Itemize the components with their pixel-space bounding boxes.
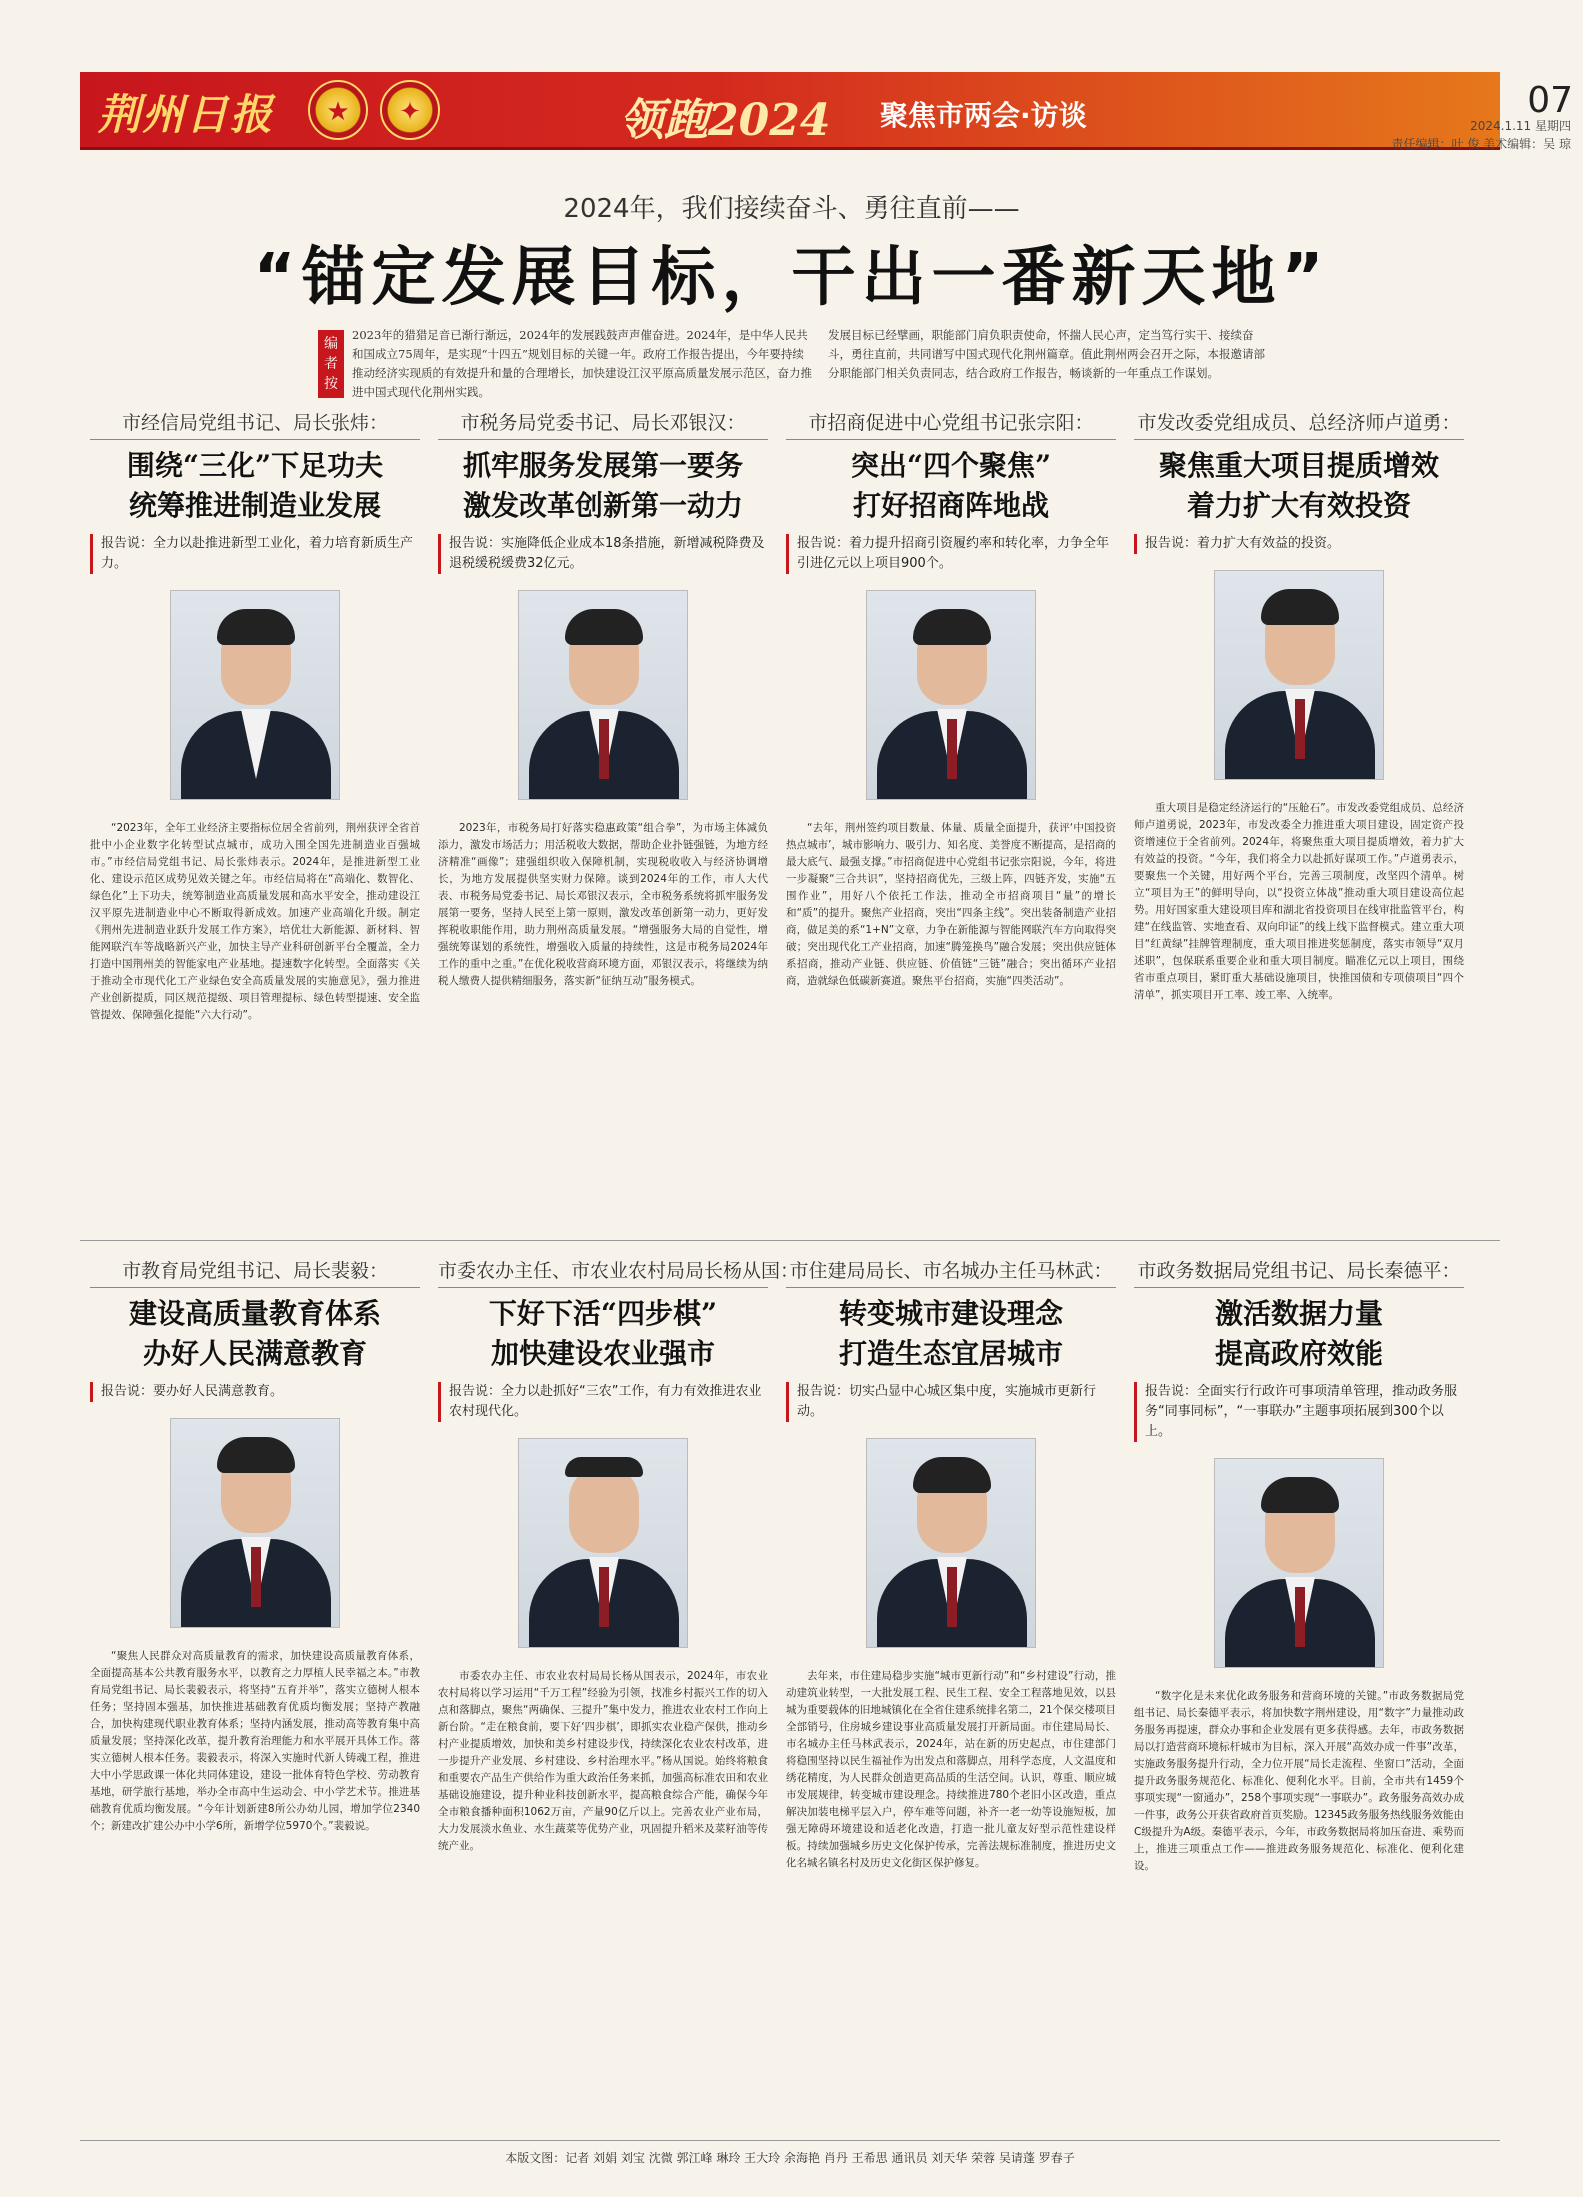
report-quote: 报告说：全力以赴抓好“三农”工作，有力有效推进农业农村现代化。 [438,1382,768,1422]
masthead [80,72,1500,150]
interview-title: 建设高质量教育体系 办好人民满意教育 [128,1297,381,1370]
portrait-photo [518,590,688,800]
page-number: 07 [1527,80,1573,121]
interviewee-byline: 市经信局党组书记、局长张炜： [90,408,420,440]
cppcc-emblem-icon: ✦ [380,80,440,140]
interview-title: 突出“四个聚焦” 打好招商阵地战 [850,449,1052,522]
interviewee-byline: 市发改委党组成员、总经济师卢道勇： [1134,408,1464,440]
interview-column [786,1256,1116,2197]
report-quote: 报告说：要办好人民满意教育。 [90,1382,420,1402]
article-body: 重大项目是稳定经济运行的“压舱石”。市发改委党组成员、总经济师卢道勇说，2023年，市发改委全力推进重大项目建设，固定资产投资增速位于全省前列。2024年，将聚焦重大项目提质增效，着力扩大有效益的投资。“今年，我们将全力以赴抓好谋项工作。”卢道勇表示，要聚焦一个关键，用好两个平台，完善三项制度，改坚四个清单。树立“项目为王”的鲜明导向，以“投资立体战”推动重大项目建设高位起势。用好国家重大建设项目库和湖北省投资项目在线审批监管平台，构建“在线监管、实地查看、双向印证”的线上线下监督模式。建立重大项目“红黄绿”挂牌管理制度，重大项目推进奖惩制度，落实市领导“双月述职”，包保联系重要企业和重大项目制度。瞄准亿元以上项目，围绕省市重点项目，紧盯重大基础设施项目，快推国债和专项债项目“四个清单”，抓实项目开工率、竣工率、入统率。 [1134,802,1464,1001]
portrait-photo [866,1438,1036,1648]
masthead-banner: 领跑2024 [620,95,831,146]
article-body: “数字化是未来优化政务服务和营商环境的关键。”市政务数据局党组书记、局长秦德平表示，将加快数字荆州建设，用“数字”力量推动政务服务再提速，群众办事和企业发展有更多获得感。去年，市政务数据局以打造营商环境标杆城市为目标，深入开展“高效办成一件事”改革，实施政务服务提升行动，全力位开展“局长走流程、坐窗口”活动，全面提升政务服务规范化、标准化、便利化水平。目前，全市共有1459个事项实现“一窗通办”，258个事项实现“一事联办”。政务服务高效办成一件事，政务公开获省政府首页奖励。12345政务服务热线服务效能由C级提升为A级。秦德平表示，今年，市政务数据局将加压奋进、乘势而上，推进三项重点工作——推进政务服务规范化、标准化、便利化建设。 [1134,1690,1464,1872]
article-body: 去年来，市住建局稳步实施“城市更新行动”和“乡村建设”行动，推动建筑业转型，一大批发展工程、民生工程、安全工程落地见效，以县城为重要载体的旧地城镇化在全省住建系统排名第二，21个保交楼项目全部销号，住房城乡建设事业高质量发展打开新局面。市住建局局长、市名城办主任马林武表示，2024年，站在新的历史起点，市住建部门将稳围坚持以民生福祉作为出发点和落脚点，用科学态度，人文温度和绣花精度，为人民群众创造更高品质的生活空间。认识，尊重、顺应城市发展规律，转变城市建设理念。持续推进780个老旧小区改造，重点解决加装电梯平层入户，停车难等问题，补齐一老一幼等设施短板，加强无障碍环境建设和适老化改造，打造一批儿童友好型示范性建设样板。持续加强城乡历史文化保护传承，完善法规标准制度，推进历史文化名城名镇名村及历史文化街区保护修复。 [786,1670,1116,1869]
report-quote: 报告说：切实凸显中心城区集中度，实施城市更新行动。 [786,1382,1116,1422]
report-quote: 报告说：实施降低企业成本18条措施，新增减税降费及退税缓税缓费32亿元。 [438,534,768,574]
article-body: “去年，荆州签约项目数量、体量、质量全面提升，获评‘中国投资热点城市’，城市影响力、吸引力、知名度、美誉度不断提高，是招商的最大底气、最强支撑。”市招商促进中心党组书记张宗阳说，今年，将进一步凝聚“三合共识”，坚持招商优先，三级上阵，四链齐发，实施“五围作业”，用好八个依托工作法，推动全市招商项目“量”的增长和“质”的提升。聚焦产业招商，突出“四条主线”。突出装备制造产业招商，做足美的系“1+N”文章，力争在新能源与智能网联汽车方向取得突破；突出现代化工产业招商，加速“腾笼换鸟”融合发展；突出供应链体系招商，推动产业链、供应链、价值链“三链”融合；突出循环产业招商，造就绿色低碳新赛道。聚焦平台招商，实施“四类活动”。 [786,822,1116,987]
headline-kicker: 2024年，我们接续奋斗、勇往直前—— [563,194,1020,224]
interview-column [90,1256,420,2188]
interview-column [438,408,768,1380]
portrait-photo [518,1438,688,1648]
interviewee-byline: 市教育局党组书记、局长裴毅： [90,1256,420,1288]
interview-title: 抓牢服务发展第一要务 激发改革创新第一动力 [462,449,743,522]
report-quote: 报告说：着力扩大有效益的投资。 [1134,534,1464,554]
interviewee-byline: 市政务数据局党组书记、局长秦德平： [1134,1256,1464,1288]
interviewee-byline: 市委农办主任、市农业农村局局长杨从国： [438,1256,768,1288]
section-title: 聚焦市两会·访谈 [880,99,1087,132]
interview-title: 围绕“三化”下足功夫 统筹推进制造业发展 [126,449,384,522]
portrait-photo [170,590,340,800]
article-body: “2023年，全年工业经济主要指标位居全省前列，荆州获评全省首批中小企业数字化转型试点城市，成功入围全国先进制造业百强城市。”市经信局党组书记、局长张炜表示。2024年，是推进新型工业化、建设示范区成势见效关键之年。市经信局将在“高端化、数智化、绿色化”上下功夫，统筹制造业高质量发展和高水平安全，推动建设江汉平原先进制造业中心不断取得新成效。加速产业高端化升级。制定《荆州先进制造业跃升发展工作方案》，培优壮大新能源、新材料、智能网联汽车等战略新兴产业，加快主导产业科研创新平台全覆盖，全力打造中国荆州美的智能家电产业基地。提速数字化转型。全面落实《关于推动全市现代化工产业绿色安全高质量发展的实施意见》，强力推进产业创新提质，同区规范提级、项目管理提标、绿色转型提速、安全监管提效、保障强化提能“六大行动”。 [90,822,420,1021]
portrait-photo [170,1418,340,1628]
article-body: “聚焦人民群众对高质量教育的需求，加快建设高质量教育体系，全面提高基本公共教育服务水平，以教育之力厚植人民幸福之本。”市教育局党组书记、局长裴毅表示，将坚持“五育并举”，落实立德树人根本任务；坚持固本强基，加快推进基础教育优质均衡发展；坚持产教融合，加快构建现代职业教育体系；坚持内涵发展，推动高等教育集中高质量发展；坚持深化改革，提升教育治理能力和水平展开具体工作。落实立德树人根本任务。裴毅表示，将深入实施时代新人铸魂工程，推进大中小学思政课一体化共同体建设，建设一批体育特色学校、劳动教育基地，研学旅行基地，举办全市高中生运动会、中小学艺术节。推进基础教育优质均衡发展。“今年计划新建8所公办幼儿园，增加学位2340个；新建改扩建公办中小学6所，新增学位5970个。”裴毅说。 [90,1650,420,1832]
article-body: 市委农办主任、市农业农村局局长杨从国表示，2024年，市农业农村局将以学习运用“千万工程”经验为引领，找准乡村振兴工作的切入点和落脚点，聚焦“两确保、三提升”集中发力，推进农业农村工作向上新台阶。“走在粮食前，要下好‘四步棋’，即抓实农业稳产保供，推动乡村产业提质增效，加快和美乡村建设步伐，持续深化农业农村改革，进一步提升产业发展、乡村建设、乡村治理水平。”杨从国说。始终将粮食和重要农产品生产供给作为重大政治任务来抓，加强高标准农田和农业基础设施建设，提升种业科技创新水平，提高粮食综合产能，确保今年全市粮食播种面积1062万亩，产量90亿斤以上。完善农业产业布局，大力发展淡水鱼业、水生蔬菜等优势产业，巩固提升稻米及菜籽油等传统产业。 [438,1670,768,1852]
interview-title: 聚焦重大项目提质增效 着力扩大有效投资 [1158,449,1439,522]
editor-note-tag: 编者按 [318,330,344,398]
interviewee-byline: 市住建局局长、市名城办主任马林武： [786,1256,1116,1288]
interview-title: 转变城市建设理念 打造生态宜居城市 [838,1297,1063,1370]
portrait-photo [866,590,1036,800]
portrait-photo [1214,1458,1384,1668]
interview-title: 激活数据力量 提高政府效能 [1214,1297,1383,1370]
interview-title: 下好下活“四步棋” 加快建设农业强市 [488,1297,718,1370]
interview-column [90,408,420,1380]
interview-column [1134,1256,1464,2197]
report-quote: 报告说：全力以赴推进新型工业化，着力培育新质生产力。 [90,534,420,574]
photo-credits: 本版文图：记者 刘娟 刘宝 沈微 郭江峰 琳玲 王大玲 余海艳 肖丹 王希思 通讯员 刘天华 荣蓉 吴请蓬 罗春子 [80,2140,1500,2166]
interview-column [1134,408,1464,1360]
interviewee-byline: 市招商促进中心党组书记张宗阳： [786,408,1116,440]
editor-credits: 责任编辑：叶 俊 美术编辑：吴 琼 [1391,137,1571,151]
row-divider [80,1240,1500,1241]
interviewee-byline: 市税务局党委书记、局长邓银汉： [438,408,768,440]
portrait-photo [1214,570,1384,780]
issue-date: 2024.1.11 星期四 [1470,119,1571,133]
interview-column [786,408,1116,1380]
newspaper-logo: 荆州日报 [98,90,275,139]
report-quote: 报告说：着力提升招商引资履约率和转化率，力争全年引进亿元以上项目900个。 [786,534,1116,574]
report-quote: 报告说：全面实行行政许可事项清单管理，推动政务服务“同事同标”，“一事联办”主题事项拓展到300个以上。 [1134,1382,1464,1442]
editor-note-left: 2023年的猎猎足音已渐行渐远，2024年的发展践鼓声声催奋进。2024年，是中华人民共和国成立75周年，是实现“十四五”规划目标的关键一年。政府工作报告提出，今年要持续推动经济实现质的有效提升和量的合理增长，加快建设江汉平原高质量发展示范区，奋力推进中国式现代化荆州实践。 [352,328,812,399]
article-body: 2023年，市税务局打好落实稳惠政策“组合拳”，为市场主体减负添力，激发市场活力；用活税收大数据，帮助企业扑链强链，为地方经济精准“画像”；建强组织收入保障机制，实现税收收入与经济协调增长，为地方发展提供坚实财力保障。谈到2024年的工作，市人大代表、市税务局党委书记、局长邓银汉表示，全市税务系统将抓牢服务发展第一要务，坚持人民至上第一原则，激发改革创新第一动力，更好发挥税收职能作用，助力荆州高质量发展。“增强服务大局的自觉性，增强统筹谋划的系统性，增强收入质量的持续性，这是市税务局2024年工作的重中之重。”在优化税收营商环境方面，邓银汉表示，将继续为纳税人缴费人提供精细服务，落实新“征纳互动”服务模式。 [438,822,768,987]
editor-note-right: 发展目标已经擘画，职能部门肩负职责使命，怀揣人民心声，定当笃行实干、接续奋斗，勇往直前，共同谱写中国式现代化荆州篇章。值此荆州两会召开之际，本报邀请部分职能部门相关负责同志，结合政府工作报告，畅谈新的一年重点工作谋划。 [828,328,1265,380]
national-emblem-icon: ★ [308,80,368,140]
main-headline: “锚定发展目标，干出一番新天地” [253,241,1330,315]
